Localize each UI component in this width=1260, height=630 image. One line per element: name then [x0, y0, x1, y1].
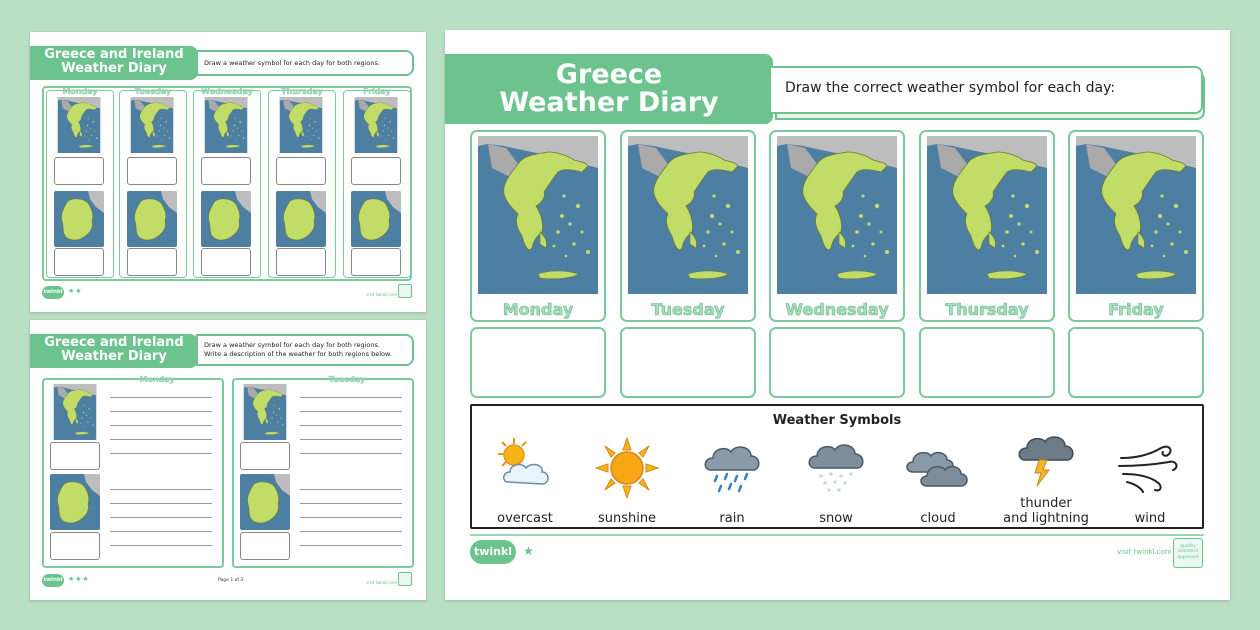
footer-divider — [470, 534, 1204, 536]
writing-line[interactable] — [110, 453, 212, 454]
answer-box[interactable] — [201, 157, 251, 185]
symbol-label: rain — [719, 510, 745, 526]
writing-line[interactable] — [110, 517, 212, 518]
page-title — [445, 54, 773, 124]
day-label: Wednesday — [201, 87, 253, 96]
thunder-lightning-icon — [1013, 430, 1079, 494]
day-label: Wednesday — [785, 300, 889, 319]
weather-symbols-title: Weather Symbols — [772, 413, 902, 428]
wind-icon — [1117, 436, 1183, 500]
writing-line[interactable] — [110, 425, 212, 426]
symbol-snow — [786, 436, 886, 526]
day-card-friday — [1068, 130, 1204, 322]
instruction-box: Draw a weather symbol for each day for both regions. Write a description of the weather for both regions below. — [196, 334, 414, 366]
day-column — [232, 375, 414, 568]
symbol-cloud — [888, 436, 988, 526]
writing-line[interactable] — [110, 545, 212, 546]
ireland-map — [127, 191, 177, 247]
greece-map — [351, 97, 401, 153]
snow-icon — [803, 436, 869, 500]
day-card-wednesday — [769, 130, 905, 322]
sunshine-icon — [594, 436, 660, 500]
greece-map — [628, 136, 748, 294]
quality-badge-icon — [398, 572, 412, 586]
answer-box-thursday[interactable] — [919, 327, 1055, 398]
ireland-map — [240, 474, 290, 530]
day-label: Monday — [139, 375, 175, 384]
day-label: Friday — [363, 87, 391, 96]
answer-box-friday[interactable] — [1068, 327, 1204, 398]
page-title: Greece and Ireland Weather Diary — [30, 334, 198, 368]
writing-line[interactable] — [300, 545, 402, 546]
answer-box[interactable] — [276, 248, 326, 276]
ireland-map — [50, 474, 100, 530]
greece-map — [777, 136, 897, 294]
answer-box[interactable] — [276, 157, 326, 185]
answer-box[interactable] — [240, 442, 290, 470]
day-column — [42, 375, 224, 568]
site-url[interactable]: visit twinkl.com — [366, 292, 398, 297]
difficulty-stars: ★★ — [68, 287, 83, 295]
writing-line[interactable] — [110, 397, 212, 398]
ireland-map — [54, 191, 104, 247]
overcast-icon — [492, 436, 558, 500]
symbol-overcast — [475, 436, 575, 526]
writing-line[interactable] — [300, 453, 402, 454]
title-line-1: Greece — [555, 59, 663, 90]
day-label: Monday — [502, 300, 574, 319]
answer-box-tuesday[interactable] — [620, 327, 756, 398]
symbol-label: thunder and lightning — [1003, 496, 1089, 526]
greece-map — [50, 384, 100, 440]
greece-map — [240, 384, 290, 440]
writing-line[interactable] — [300, 425, 402, 426]
day-column — [268, 87, 336, 278]
twinkl-logo: twinkl — [42, 286, 64, 299]
greece-map — [276, 97, 326, 153]
writing-line[interactable] — [300, 411, 402, 412]
worksheet-page-greece-ireland-5day — [30, 32, 426, 312]
writing-line[interactable] — [300, 517, 402, 518]
site-url[interactable]: visit twinkl.com — [366, 580, 398, 585]
day-card-monday — [470, 130, 606, 322]
twinkl-logo: twinkl — [42, 574, 64, 587]
quality-badge-icon — [398, 284, 412, 298]
greece-map — [1076, 136, 1196, 294]
greece-map — [478, 136, 598, 294]
symbol-label: sunshine — [597, 510, 657, 526]
symbol-label: wind — [1134, 510, 1166, 526]
writing-line[interactable] — [300, 531, 402, 532]
page-title: Greece and Ireland Weather Diary — [30, 46, 198, 80]
writing-line[interactable] — [300, 397, 402, 398]
greece-map — [201, 97, 251, 153]
greece-map — [927, 136, 1047, 294]
day-column — [119, 87, 187, 278]
answer-box[interactable] — [127, 157, 177, 185]
answer-box[interactable] — [351, 157, 401, 185]
title-line-2: Weather Diary — [499, 87, 719, 119]
writing-line[interactable] — [300, 439, 402, 440]
twinkl-logo: twinkl — [470, 540, 516, 564]
day-column — [343, 87, 411, 278]
greece-map — [127, 97, 177, 153]
writing-line[interactable] — [300, 489, 402, 490]
quality-badge-icon: quality standard approved — [1173, 538, 1203, 568]
day-card-thursday — [919, 130, 1055, 322]
difficulty-stars: ★★★ — [68, 575, 90, 583]
symbol-sunshine — [577, 436, 677, 526]
site-url[interactable]: visit twinkl.com — [1117, 548, 1172, 556]
day-column — [193, 87, 261, 278]
instruction-box: Draw the correct weather symbol for each day: — [769, 66, 1203, 114]
worksheet-page-greece-weather-diary — [445, 30, 1230, 600]
answer-box-wednesday[interactable] — [769, 327, 905, 398]
answer-box[interactable] — [50, 532, 100, 560]
answer-box[interactable] — [50, 442, 100, 470]
answer-box[interactable] — [351, 248, 401, 276]
symbol-wind — [1100, 436, 1200, 526]
answer-box[interactable] — [240, 532, 290, 560]
symbol-thunder-lightning — [996, 436, 1096, 526]
symbol-label: cloud — [920, 510, 956, 526]
symbol-label: overcast — [497, 510, 553, 526]
writing-line[interactable] — [110, 411, 212, 412]
writing-line[interactable] — [110, 531, 212, 532]
day-label: Friday — [1108, 300, 1164, 319]
day-column — [46, 87, 114, 278]
day-label: Tuesday — [328, 375, 366, 384]
answer-box[interactable] — [54, 157, 104, 185]
ireland-map — [201, 191, 251, 247]
page-number: Page 1 of 3 — [218, 578, 244, 583]
answer-box-monday[interactable] — [470, 327, 606, 398]
day-label: Thursday — [281, 87, 323, 96]
greece-map — [54, 97, 104, 153]
ireland-map — [351, 191, 401, 247]
rain-icon — [699, 436, 765, 500]
day-label: Monday — [62, 87, 98, 96]
day-label: Tuesday — [651, 300, 725, 319]
cloud-icon — [905, 436, 971, 500]
writing-line[interactable] — [110, 489, 212, 490]
instruction-box: Draw a weather symbol for each day for both regions: — [196, 50, 414, 76]
worksheet-page-greece-ireland-description — [30, 320, 426, 600]
day-label: Thursday — [945, 300, 1029, 319]
writing-line[interactable] — [110, 439, 212, 440]
answer-box[interactable] — [127, 248, 177, 276]
answer-box[interactable] — [201, 248, 251, 276]
weather-symbols-panel — [470, 404, 1204, 529]
difficulty-stars: ★ — [523, 544, 535, 558]
day-card-tuesday — [620, 130, 756, 322]
writing-line[interactable] — [110, 503, 212, 504]
day-label: Tuesday — [134, 87, 172, 96]
writing-line[interactable] — [300, 503, 402, 504]
ireland-map — [276, 191, 326, 247]
answer-box[interactable] — [54, 248, 104, 276]
symbol-rain — [682, 436, 782, 526]
symbol-label: snow — [819, 510, 853, 526]
